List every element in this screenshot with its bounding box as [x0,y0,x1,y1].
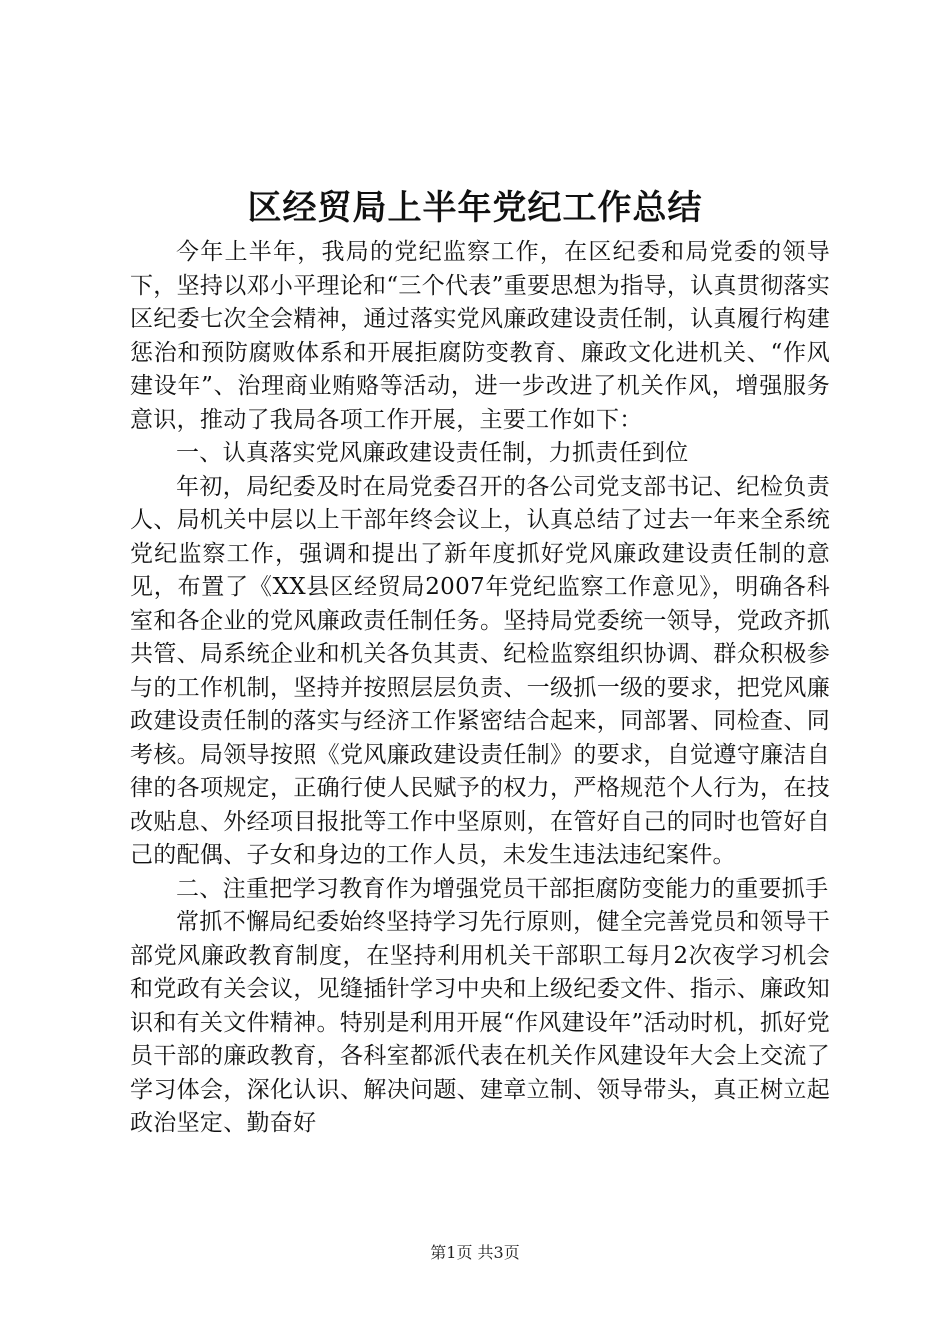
paragraph-section-1: 年初，局纪委及时在局党委召开的各公司党支部书记、纪检负责人、局机关中层以上干部年终会议上，认真总结了过去一年来全系统党纪监察工作，强调和提出了新年度抓好党风廉政建设责任制的意见，布置了《XX县区经贸局2007年党纪监察工作意见》，明确各科室和各企业的党风廉政责任制任务。坚持局党委统一领导，党政齐抓共管、局系统企业和机关各负其责、纪检监察组织协调、群众积极参与的工作机制，坚持并按照层层负责、一级抓一级的要求，把党风廉政建设责任制的落实与经济工作紧密结合起来，同部署、同检查、同考核。局领导按照《党风廉政建设责任制》的要求，自觉遵守廉洁自律的各项规定，正确行使人民赋予的权力，严格规范个人行为，在技改贴息、外经项目报批等工作中坚原则，在管好自己的同时也管好自己的配偶、子女和身边的工作人员，未发生违法违纪案件。 [130,473,830,868]
section-heading-1: 一、认真落实党风廉政建设责任制，力抓责任到位 [176,440,689,466]
section-heading-2: 二、注重把学习教育作为增强党员干部拒腐防变能力的重要抓手 [176,875,829,902]
paragraph-section-2: 常抓不懈局纪委始终坚持学习先行原则，健全完善党员和领导干部党风廉政教育制度，在坚持利用机关干部职工每月2次夜学习机会和党政有关会议，见缝插针学习中央和上级纪委文件、指示、廉政知识和有关文件精神。特别是利用开展“作风建设年”活动时机，抓好党员干部的廉政教育，各科室都派代表在机关作风建设年大会上交流了学习体会，深化认识、解决问题、建章立制、领导带头，真正树立起政治坚定、勤奋好 [130,909,830,1136]
page-footer: 第1页 共3页 [430,1243,520,1262]
document-body [130,236,830,1141]
paragraph-intro: 今年上半年，我局的党纪监察工作，在区纪委和局党委的领导下，坚持以邓小平理论和“三个代表”重要思想为指导，认真贯彻落实区纪委七次全会精神，通过落实党风廉政建设责任制，认真履行构建惩治和预防腐败体系和开展拒腐防变教育、廉政文化进机关、“作风建设年”、治理商业贿赂等活动，进一步改进了机关作风，增强服务意识，推动了我局各项工作开展，主要工作如下： [130,239,830,433]
document-title: 区经贸局上半年党纪工作总结 [247,188,703,228]
